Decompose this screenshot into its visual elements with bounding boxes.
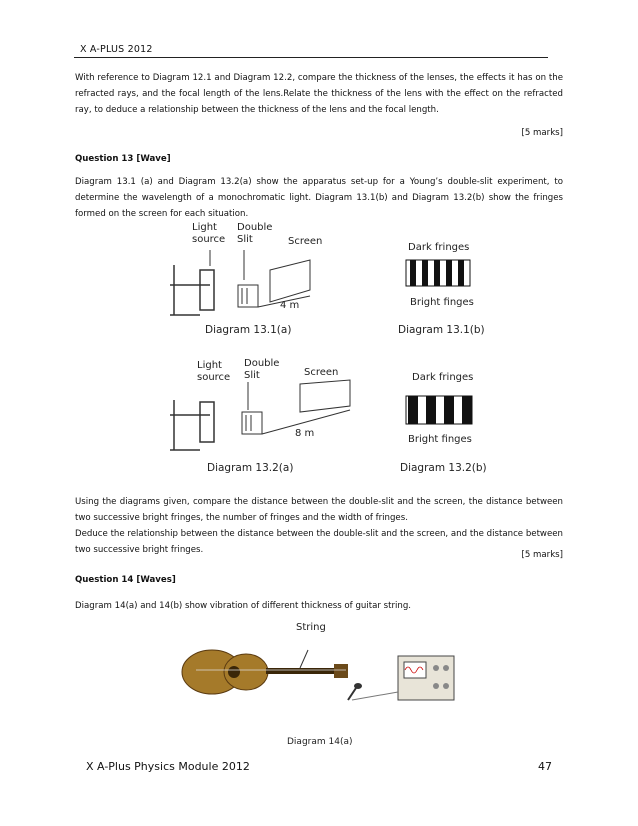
screen-label-c: Screen (304, 367, 339, 378)
caption-13-1b: Diagram 13.1(b) (398, 324, 485, 336)
caption-13-1a: Diagram 13.1(a) (205, 324, 292, 336)
double-slit-label-a: Double Slit (237, 222, 273, 245)
caption-14a: Diagram 14(a) (287, 737, 353, 747)
header-rule (74, 57, 548, 58)
string-label: String (296, 622, 326, 633)
q13-intro: Diagram 13.1 (a) and Diagram 13.2(a) show the apparatus set-up for a Young’s double-slit experiment, to determine the wavelength of a monochromatic light. Diagram 13.1(b) and Diagram 13.2(b) show the fringes formed on the screen for each situation. (75, 177, 563, 219)
q14-intro: Diagram 14(a) and 14(b) show vibration of different thickness of guitar string. (75, 601, 412, 611)
light-source-label-c: Light source (197, 360, 231, 383)
double-slit-label-c: Double Slit (244, 358, 280, 381)
q14-heading: Question 14 [Waves] (75, 575, 176, 585)
q13-task2: Deduce the relationship between the distance between the double-slit and the screen, and the distance between two successive bright fringes. (75, 529, 563, 555)
bright-fringes-label-b2: Bright finges (408, 434, 472, 445)
fringes-13-1b (404, 258, 474, 296)
fringes-13-2b (404, 394, 476, 428)
screen-label-a: Screen (288, 236, 323, 247)
light-source-label-a: Light source (192, 222, 226, 245)
dark-fringes-label-b2: Dark fringes (412, 372, 474, 383)
dark-fringes-label-b1: Dark fringes (408, 242, 470, 253)
q13-marks: [5 marks] (521, 550, 563, 560)
distance-label-c: 8 m (295, 428, 315, 439)
q12-marks: [5 marks] (521, 128, 563, 138)
q13-task1: Using the diagrams given, compare the distance between the double-slit and the screen, the distance between two successive bright fringes, the number of fringes and the width of fringes. (75, 497, 563, 523)
q12-text: With reference to Diagram 12.1 and Diagram 12.2, compare the thickness of the lenses, the effects it has on the refracted rays, and the focal length of the lens.Relate the thickness of the lens with the effect on the refracted ray, to deduce a relationship between the thickness of the lens and the focal length. (75, 73, 563, 115)
running-header: X A-PLUS 2012 (80, 44, 153, 55)
bright-fringes-label-b1: Bright finges (410, 297, 474, 308)
diagram-14a-guitar (176, 636, 476, 716)
page-number: 47 (538, 760, 552, 773)
diagram-13-2a (160, 370, 360, 460)
footer-module: X A-Plus Physics Module 2012 (86, 760, 250, 773)
q13-heading: Question 13 [Wave] (75, 154, 171, 164)
caption-13-2a: Diagram 13.2(a) (207, 462, 294, 474)
caption-13-2b: Diagram 13.2(b) (400, 462, 487, 474)
distance-label-a: 4 m (280, 300, 300, 311)
